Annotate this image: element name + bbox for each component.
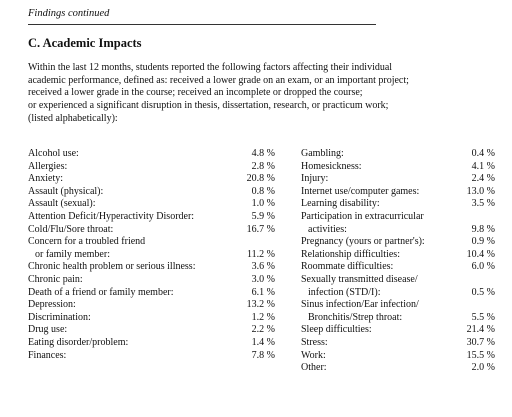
- page-header: [28, 7, 376, 25]
- factor-row: [28, 198, 275, 211]
- factor-name: Chronic health problem or serious illness:: [28, 261, 196, 273]
- factor-row: [301, 161, 495, 174]
- factor-name: Eating disorder/problem:: [28, 336, 129, 348]
- factor-percent: 0.9 %: [471, 236, 495, 248]
- factor-name: Depression:: [28, 299, 76, 311]
- factor-name: Alcohol use:: [28, 148, 79, 159]
- factor-row: [28, 249, 275, 262]
- factor-name: Sexually transmitted disease/: [301, 273, 418, 285]
- factor-row: [301, 337, 495, 350]
- factor-percent: 4.8 %: [251, 148, 275, 159]
- factor-name: Assault (sexual):: [28, 198, 96, 210]
- factor-row: [301, 350, 495, 363]
- factor-row: [301, 211, 495, 224]
- factor-row: [301, 274, 495, 287]
- factor-name: activities:: [308, 223, 347, 235]
- factor-row: [28, 224, 275, 237]
- factor-name: Drug use:: [28, 324, 68, 336]
- factor-percent: 1.0 %: [251, 198, 275, 210]
- factor-name: Injury:: [301, 173, 329, 185]
- factor-name: Relationship difficulties:: [301, 248, 400, 260]
- factor-row: [301, 249, 495, 262]
- factor-percent: 13.0 %: [466, 185, 495, 197]
- factor-name: Learning disability:: [301, 198, 380, 210]
- factor-percent: 2.2 %: [251, 324, 275, 336]
- factor-percent: 1.4 %: [251, 336, 275, 348]
- factor-row: [301, 312, 495, 325]
- factor-row: [28, 261, 275, 274]
- factor-percent: 2.0 %: [471, 362, 495, 374]
- factor-name: Stress:: [301, 336, 328, 348]
- factor-name: Other:: [301, 362, 327, 374]
- factor-row: [28, 337, 275, 350]
- factor-percent: 7.8 %: [251, 349, 275, 361]
- factor-name: Pregnancy (yours or partner's):: [301, 236, 425, 248]
- factor-name: Gambling:: [301, 148, 344, 159]
- factor-percent: 11.2 %: [247, 248, 275, 260]
- factor-percent: 0.4 %: [471, 148, 495, 159]
- factor-row: [28, 148, 275, 161]
- factor-name: or family member:: [35, 248, 110, 260]
- factor-name: Participation in extracurricular: [301, 210, 424, 222]
- factor-percent: 13.2 %: [246, 299, 275, 311]
- intro-line: received a lower grade in the course; received an incomplete or dropped the course;: [28, 87, 363, 99]
- factor-name: Homesickness:: [301, 160, 362, 172]
- factor-percent: 4.1 %: [471, 160, 495, 172]
- factor-percent: 2.8 %: [251, 160, 275, 172]
- factor-row: [301, 287, 495, 300]
- factor-name: Roommate difficulties:: [301, 261, 394, 273]
- factor-percent: 3.5 %: [471, 198, 495, 210]
- factor-row: [301, 186, 495, 199]
- factor-row: [28, 186, 275, 199]
- factor-row: [28, 350, 275, 363]
- factor-name: Allergies:: [28, 160, 68, 172]
- factor-name: Finances:: [28, 349, 67, 361]
- factor-name: Assault (physical):: [28, 185, 104, 197]
- factor-row: [301, 198, 495, 211]
- factor-row: [301, 362, 495, 375]
- factor-percent: 30.7 %: [466, 336, 495, 348]
- factor-name: Cold/Flu/Sore throat:: [28, 223, 114, 235]
- factor-percent: 1.2 %: [251, 311, 275, 323]
- factor-percent: 20.8 %: [246, 173, 275, 185]
- factor-percent: 3.6 %: [251, 261, 275, 273]
- factor-name: Bronchitis/Strep throat:: [308, 311, 403, 323]
- factor-percent: 16.7 %: [246, 223, 275, 235]
- factor-percent: 10.4 %: [466, 248, 495, 260]
- factor-row: [301, 299, 495, 312]
- factor-name: Chronic pain:: [28, 273, 83, 285]
- factor-percent: 6.1 %: [251, 286, 275, 298]
- factor-row: [301, 261, 495, 274]
- factor-row: [28, 312, 275, 325]
- factor-row: [28, 236, 275, 249]
- intro-line: or experienced a significant disruption in thesis, dissertation, research, or practicum work;: [28, 100, 389, 112]
- factor-percent: 0.8 %: [251, 185, 275, 197]
- factor-name: Sleep difficulties:: [301, 324, 372, 336]
- intro-paragraph: [28, 62, 498, 126]
- factor-percent: 15.5 %: [466, 349, 495, 361]
- factors-right-column: [301, 148, 495, 375]
- header-text: Findings continued: [28, 8, 110, 19]
- factor-row: [28, 211, 275, 224]
- factor-percent: 9.8 %: [471, 223, 495, 235]
- factor-name: Work:: [301, 349, 326, 361]
- factor-name: Death of a friend or family member:: [28, 286, 174, 298]
- factor-percent: 0.5 %: [471, 286, 495, 298]
- factor-row: [301, 173, 495, 186]
- factors-left-column: [28, 148, 275, 362]
- intro-line: (listed alphabetically):: [28, 112, 118, 124]
- factor-row: [28, 299, 275, 312]
- factor-name: Anxiety:: [28, 173, 63, 185]
- factor-name: infection (STD/I):: [308, 286, 381, 298]
- factor-percent: 5.5 %: [471, 311, 495, 323]
- factor-row: [301, 224, 495, 237]
- factor-row: [28, 274, 275, 287]
- factor-name: Attention Deficit/Hyperactivity Disorder:: [28, 210, 195, 222]
- factor-row: [301, 148, 495, 161]
- intro-line: academic performance, defined as: received a lower grade on an exam, or an important project;: [28, 74, 409, 86]
- factor-row: [301, 324, 495, 337]
- factor-name: Sinus infection/Ear infection/: [301, 299, 419, 311]
- factor-row: [28, 173, 275, 186]
- factor-percent: 5.9 %: [251, 210, 275, 222]
- factor-row: [301, 236, 495, 249]
- factor-row: [28, 161, 275, 174]
- factor-percent: 2.4 %: [471, 173, 495, 185]
- factor-percent: 6.0 %: [471, 261, 495, 273]
- factor-percent: 21.4 %: [466, 324, 495, 336]
- factor-row: [28, 287, 275, 300]
- factor-name: Concern for a troubled friend: [28, 236, 146, 248]
- factor-name: Discrimination:: [28, 311, 91, 323]
- intro-line: Within the last 12 months, students reported the following factors affecting their individual: [28, 62, 393, 73]
- factor-name: Internet use/computer games:: [301, 185, 420, 197]
- factor-row: [28, 324, 275, 337]
- factor-percent: 3.0 %: [251, 273, 275, 285]
- section-title: C. Academic Impacts: [28, 36, 142, 50]
